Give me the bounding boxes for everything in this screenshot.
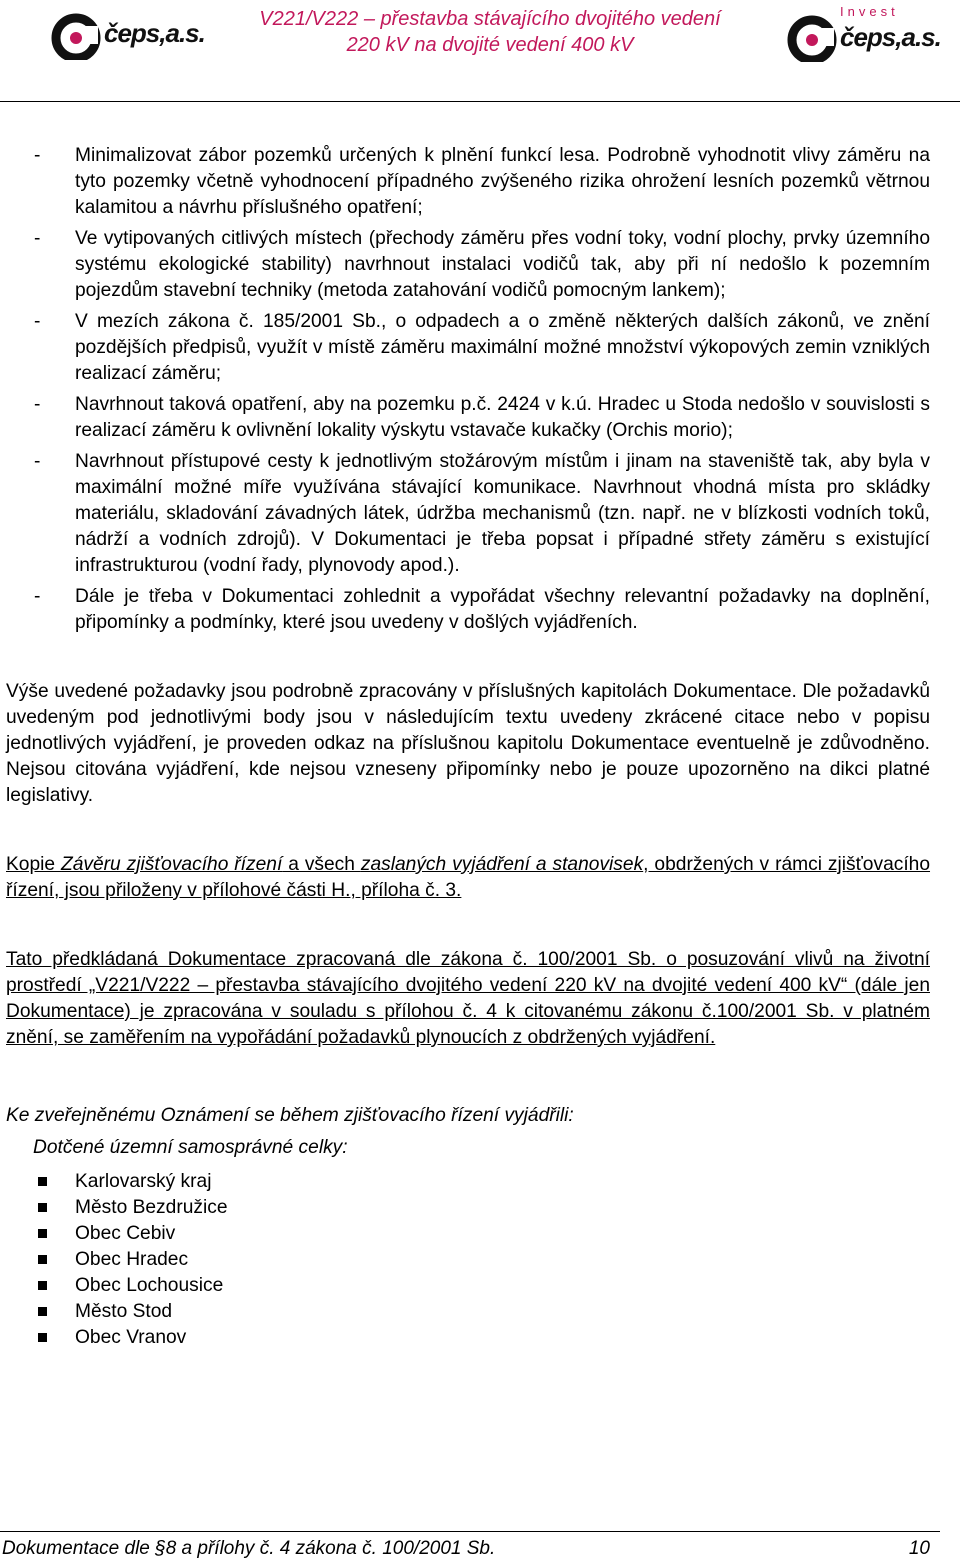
bullet-icon bbox=[38, 1333, 47, 1342]
list-item bbox=[6, 1247, 930, 1273]
ceps-logo-left bbox=[42, 8, 205, 60]
list-item-text: Město Bezdružice bbox=[75, 1197, 228, 1218]
list-item-text: Obec Vranov bbox=[75, 1327, 187, 1348]
list-item-text: Navrhnout taková opatření, aby na pozemku p.č. 2424 v k.ú. Hradec u Stoda nedošlo v souvislosti s realizací záměru k ovlivnění lokality výskytu vstavače kukačky (Orchis morio); bbox=[75, 394, 930, 441]
bullet-icon bbox=[38, 1203, 47, 1212]
list-item bbox=[6, 1299, 930, 1325]
document-title bbox=[218, 6, 762, 58]
main-content bbox=[6, 143, 930, 1351]
ceps-logo-right-text: čeps,a.s. bbox=[840, 22, 941, 52]
invest-label: Invest bbox=[840, 4, 899, 19]
list-item bbox=[6, 1221, 930, 1247]
copies-text-1: Kopie bbox=[6, 854, 62, 875]
subheading: Dotčené územní samosprávné celky: bbox=[33, 1137, 348, 1158]
list-item-text: Navrhnout přístupové cesty k jednotlivým stožárovým místům i jinam na staveniště tak, aby byla v maximální možné míře využívána stávající komunikace. Navrhnout vhodná místa pro skládky materiálu, skladování závadných látek, údržba mechanismů (tzn. např. ne v blízkosti vodních toků, nádrží a vodních zdrojů). V Dokumentaci je třeba popsat i případné střety záměru s existující infrastrukturou (vodní řady, plynovody apod.). bbox=[75, 451, 930, 576]
list-item bbox=[6, 392, 930, 444]
page-number: 10 bbox=[908, 1538, 930, 1559]
ceps-logo-right-mark bbox=[778, 4, 838, 62]
dash-marker: - bbox=[34, 228, 41, 249]
document-title-line2: 220 kV na dvojité vedení 400 kV bbox=[346, 34, 634, 56]
dash-marker: - bbox=[34, 451, 41, 472]
list-item bbox=[6, 1273, 930, 1299]
ceps-invest-logo bbox=[778, 4, 946, 62]
copies-text-3: a všech bbox=[282, 854, 361, 875]
bullet-icon bbox=[38, 1307, 47, 1316]
list-item-text: Dále je třeba v Dokumentaci zohlednit a vypořádat všechny relevantní požadavky na doplnění, připomínky a podmínky, které jsou uvedeny v došlých vyjádřeních. bbox=[75, 586, 930, 633]
copies-paragraph bbox=[6, 852, 930, 904]
document-paragraph: Tato předkládaná Dokumentace zpracovaná dle zákona č. 100/2001 Sb. o posuzování vlivů na životní prostředí „V221/V222 – přestavba stávajícího dvojitého vedení 220 kV na dvojité vedení 400 kV“ (dále jen Dokumentace) je zpracována v souladu s přílohou č. 4 k citovanému zákonu č.100/2001 Sb. v platném znění, se zaměřením na vypořádání požadavků plynoucích z obdržených vyjádření. bbox=[6, 949, 930, 1048]
list-item-text: Minimalizovat zábor pozemků určených k plnění funkcí lesa. Podrobně vyhodnotit vlivy záměru na tyto pozemky včetně vyhodnocení případného zvýšeného rizika ohrožení lesních pozemků větrnou kalamitou a návrhu příslušného opatření; bbox=[75, 145, 930, 218]
bullet-icon bbox=[38, 1177, 47, 1186]
list-item-text: Obec Lochousice bbox=[75, 1275, 224, 1296]
page-header bbox=[0, 0, 960, 104]
dash-marker: - bbox=[34, 311, 41, 332]
bullet-icon bbox=[38, 1255, 47, 1264]
header-rule bbox=[0, 101, 960, 102]
list-item-text: Obec Cebiv bbox=[75, 1223, 176, 1244]
municipality-list bbox=[6, 1169, 930, 1351]
footer-rule bbox=[0, 1531, 940, 1532]
list-item-text: Město Stod bbox=[75, 1301, 173, 1322]
dash-marker: - bbox=[34, 586, 41, 607]
list-item bbox=[6, 584, 930, 636]
list-item-text: Obec Hradec bbox=[75, 1249, 189, 1270]
list-item-text: Karlovarský kraj bbox=[75, 1171, 212, 1192]
ceps-logo-left-text: čeps,a.s. bbox=[104, 18, 205, 48]
bullet-icon bbox=[38, 1229, 47, 1238]
copies-text-5: , obdržených v rámci zjišťovacího řízení, jsou přiloženy v přílohové části H., příloha č. 3. bbox=[6, 854, 931, 901]
requirement-list bbox=[6, 143, 930, 636]
dash-marker: - bbox=[34, 394, 41, 415]
list-item bbox=[6, 143, 930, 221]
page-footer bbox=[0, 1537, 930, 1561]
list-item bbox=[6, 309, 930, 387]
list-item bbox=[6, 1169, 930, 1195]
list-item bbox=[6, 449, 930, 579]
list-item-text: Ve vytipovaných citlivých místech (přechody záměru přes vodní toky, vodní plochy, prvky územního systému ekologické stability) navrhnout instalaci vodičů tak, aby při ní nedošlo k pozemním pojezdům stavební techniky (metoda zatahování vodičů pomocným lankem); bbox=[75, 228, 930, 301]
document-title-line1: V221/V222 – přestavba stávajícího dvojitého vedení bbox=[259, 8, 721, 30]
copies-text-2: Závěru zjišťovacího řízení bbox=[61, 854, 283, 875]
dash-marker: - bbox=[34, 145, 41, 166]
footer-text: Dokumentace dle §8 a přílohy č. 4 zákona č. 100/2001 Sb. bbox=[2, 1538, 496, 1559]
list-item bbox=[6, 1195, 930, 1221]
section-heading: Ke zveřejněnému Oznámení se během zjišťovacího řízení vyjádřili: bbox=[6, 1105, 574, 1126]
list-item bbox=[6, 226, 930, 304]
list-item-text: V mezích zákona č. 185/2001 Sb., o odpadech a o změně některých dalších zákonů, ve znění pozdějších předpisů, využít v místě záměru maximální možné množství výkopových zemin vzniklých realizací záměru; bbox=[75, 311, 930, 384]
bullet-icon bbox=[38, 1281, 47, 1290]
summary-paragraph: Výše uvedené požadavky jsou podrobně zpracovány v příslušných kapitolách Dokumentace. Dle požadavků uvedeným pod jednotlivými body jsou v následujícím textu uvedeny zkrácené citace nebo v popisu jednotlivých vyjádření, je proveden odkaz na příslušnou kapitolu Dokumentace eventuelně je zdůvodněno. Nejsou citována vyjádření, kde nejsou vzneseny připomínky nebo je pouze upozorněno na dikci platné legislativy. bbox=[6, 681, 930, 806]
copies-text-4: zaslaných vyjádření a stanovisek bbox=[360, 854, 644, 875]
list-item bbox=[6, 1325, 930, 1351]
